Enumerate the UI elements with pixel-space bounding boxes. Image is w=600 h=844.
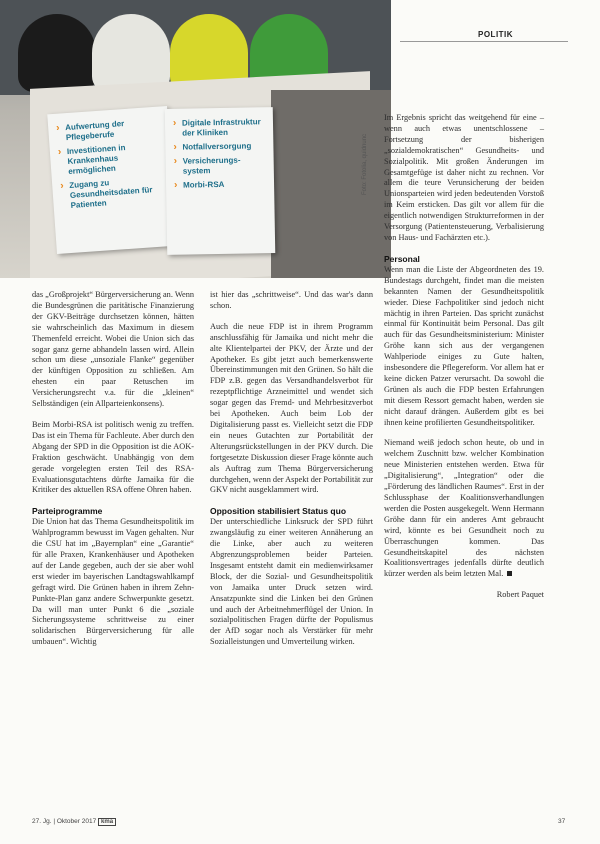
column-3 bbox=[384, 113, 544, 611]
paragraph: Der unterschiedliche Linksruck der SPD führt zwangsläufig zu einer weiteren Annäherung an die Linke, aber auch zu weiteren Abgrenzungsproblemen beider Parteien. Insgesamt entsteht damit ein medienwirksamer Block, der die Sozial- und Gesundheitspolitik von Jamaika unter Druck setzen wird. Ansatzpunkte sind die Linken bei den Grünen und auch der Arbeitnehmerflügel der Union. In sozialpolitischen Fragen dürfte der Populismus der AfD sogar noch als Verstärker für mehr Sozialleistungen und Umverteilung wirken. bbox=[210, 517, 373, 647]
paragraph-text: Niemand weiß jedoch schon heute, ob und in welchem Zuschnitt bzw. welcher Kombination neue Ministerien entstehen werden. Etwa für „Digitalisierung“, „Integration“ oder die „Förderung des ländlichen Raumes“. Erst in der Schlussphase der Koalitionsverhandlungen werden die Posten ausgekegelt. Wenn Hermann Gröhe dann für ein anderes Amt gebraucht wird, könnte es bei Gesundheit noch zu Überraschungen kommen. Das Gesundheitskapitel des nächsten Koalitionsvertrages jedenfalls dürfte deutlich kürzer werden als beim letzten Mal. bbox=[384, 438, 544, 579]
column-1 bbox=[32, 290, 194, 658]
note-item: › Digitale Infrastruktur der Kliniken bbox=[173, 117, 265, 139]
subheading: Personal bbox=[384, 253, 420, 264]
page-number: 37 bbox=[558, 818, 566, 825]
note-item: › Versicherungs-system bbox=[174, 155, 266, 177]
paragraph: Beim Morbi-RSA ist politisch wenig zu treffen. Das ist ein Thema für Fachleute. Aber durch den Abgang der SPD in die Opposition ist die AOK-Fraktion geschwächt. Unabhängig von dem gerade vorgelegten ersten Teil des RSA-Evaluationsgutachtens dürfte Jamaika für die Kritiker des aktuellen RSA offene Ohren haben. bbox=[32, 419, 194, 495]
sticky-note-left bbox=[47, 106, 176, 254]
note-item: › Investitionen in Krankenhaus ermöglichen bbox=[58, 140, 164, 177]
paragraph: Wenn man die Liste der Abgeordneten des 19. Bundestags durchgeht, findet man die meisten bekannten Namen der Gesundheitspolitik wieder. Diese Fachpolitiker sind jedoch nicht mächtig in ihren Parteien. Das spricht zunächst einmal für Kontinuität beim Personal. Das gilt auch für das Gesundheitsministerium: Minister Gröhe kann sich aus der vergangenen Wahlperiode einiges zu Gute halten, insbesondere die Pflegereform. Vor allem hat er keine dicken Patzer verursacht. Da sowohl die Grünen als auch die FDP besten Erfahrungen mit diesem Ressort gemacht haben, werden sie nicht darauf drängen. Außerdem gibt es bei ihnen keine profilierten Gesundheitspolitiker. bbox=[384, 264, 544, 427]
photo-credit: Foto: Fotolia, quidnunc bbox=[362, 133, 368, 195]
subheading: Opposition stabilisiert Status quo bbox=[210, 506, 347, 517]
note-item: › Notfallversorgung bbox=[173, 141, 265, 153]
paragraph: das „Großprojekt“ Bürgerversicherung an. Wenn die Bundesgrünen die paritätische Finanzierung der GKV-Beiträge durchsetzen können, hätten sie wahrscheinlich das Maximum in diesem Themenfeld erreicht. Wobei die Union sich das sogar ganz gerne abhandeln lassen wird. Allein schon um diese „unsoziale Flanke“ gegenüber der künftigen Opposition zu schließen. Am ehesten ein paar Retuschen im Versicherungsrecht v.a. für die „kleinen“ Selbständigen (ein Allparteienkonsens). bbox=[32, 290, 194, 409]
rubric-rule bbox=[400, 41, 568, 42]
footer-issue bbox=[32, 818, 116, 825]
note-item: › Aufwertung der Pflegeberufe bbox=[56, 117, 161, 144]
photo-shadow bbox=[271, 90, 391, 278]
note-item: › Zugang zu Gesundheitsdaten für Patienten bbox=[60, 174, 166, 211]
author: Robert Paquet bbox=[496, 590, 544, 600]
section-rubric: POLITIK bbox=[478, 30, 514, 39]
column-2 bbox=[210, 290, 373, 658]
sticky-note-right bbox=[165, 107, 276, 255]
paragraph bbox=[384, 438, 544, 580]
footer-issue-text: 27. Jg. | Oktober 2017 bbox=[32, 818, 97, 825]
paragraph: ist hier das „schrittweise“. Und das war's dann schon. bbox=[210, 290, 373, 310]
subheading: Parteiprogramme bbox=[32, 506, 103, 517]
chair-black bbox=[18, 14, 96, 92]
paragraph: Die Union hat das Thema Gesundheitspolitik im Wahlprogramm bewusst im Vagen gehalten. Nur die CSU hat im „Bayernplan“ eine „Garantie“ für alle Praxen, Krankenhäuser und Apotheken auf der Lande gegeben, auch der sie aber wohl erst wieder im bayerischen Landtagswahlkampf gefragt wird. Die Grünen haben in ihrem Zehn-Punkte-Plan ganz andere Schwerpunkte gesetzt. Da will man unter Punkt 6 die „soziale Sicherungssysteme schrittweise zu einer solidarischen Bürgerversicherung für alle umbauen“. Wichtig bbox=[32, 517, 194, 647]
paragraph: Im Ergebnis spricht das weitgehend für eine – wenn auch etwas unentschlossene – Fortsetzung der bisherigen „sozialdemokratischen“ Gesundheits- und Sozialpolitik. Mit großen Änderungen im Gesamtgefüge ist daher nicht zu rechnen. Vor allem die teure Verunsicherung der beiden Unionsparteien wird jeden bedeutenden Vorstoß im Keim ersticken. Das gilt vor allem für die eigentlich notwendigen Strukturreformen in der Versorgung (Patientensteuerung, Verbalisierung von Haus- und Fachärzten etc.). bbox=[384, 113, 544, 242]
end-mark-icon bbox=[507, 571, 512, 576]
paragraph: Auch die neue FDP ist in ihrem Programm anschlussfähig für Jamaika und nicht mehr die alte Klientelpartei der PKV, der Ärzte und der Apotheker. Es gibt jetzt auch bemerkenswerte Übereinstimmungen mit den Grünen. So hält die FDP z.B. gegen das Versandhandelsverbot für rezeptpflichtige Arzneimittel und wendet sich sogar gegen das Fremd- und Mehrbesitzverbot bei Apotheken. Auch beim Lob der Digitalisierung passt es. Vielleicht setzt die FDP ein neues Gutachten zur Portabilität der Alterungsrückstellungen in der PKV durch. Die fortgesetzte Diskussion dieser Frage könnte auch als Auftrag zum Thema Bürgerversicherung durchgehen, wenn der Aspekt der Portabilität zur GKV nicht ausgeklammert wird. bbox=[210, 321, 373, 495]
note-item: › Morbi-RSA bbox=[174, 179, 266, 191]
kma-logo: kma bbox=[98, 818, 116, 826]
chair-white bbox=[92, 14, 170, 92]
